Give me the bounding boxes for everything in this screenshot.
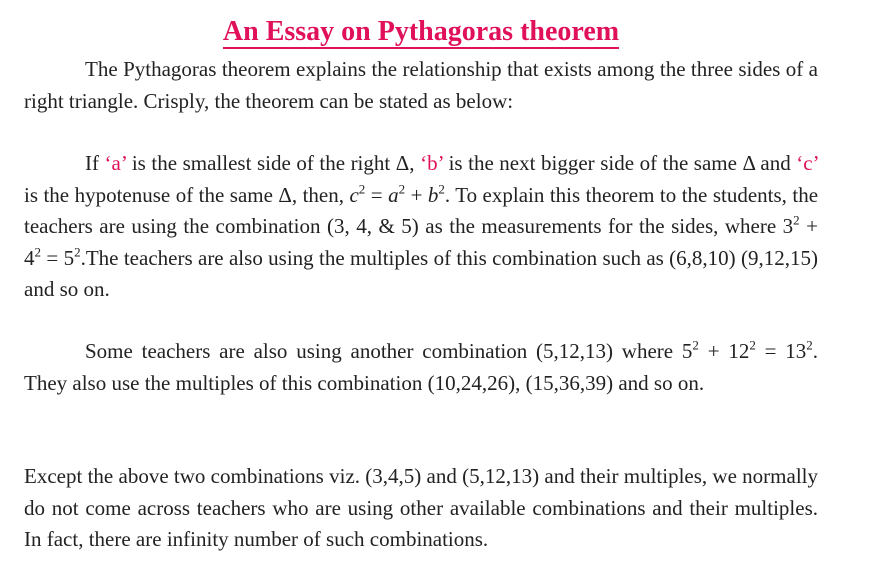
paragraph-intro: The Pythagoras theorem explains the relationship that exists among the three sides of a right triangle. Crisply, the theorem can be stated as below: [24,57,818,113]
text-t4: . To explain this theorem to the students, the teachers are using the combination (3, 4, & 5) as the measurements for the sides, where [24,182,819,238]
essay-title [24,14,818,50]
eq-5: 5 [681,339,693,363]
eq-b: b [427,182,439,207]
eq-plus: + [799,214,819,238]
equation-theorem [349,183,444,207]
eq-exp: 2 [34,244,42,260]
eq-3: 3 [782,214,794,238]
eq-exp: 2 [358,181,366,197]
equation-51213 [682,339,813,363]
label-b: ‘b’ [420,151,444,175]
paragraph-theorem [24,148,818,306]
eq-equals: = [365,182,389,207]
eq-5: 5 [63,245,75,270]
label-c: ‘c’ [796,151,819,175]
text-t1: is the smallest side of the right Δ, [131,151,415,175]
essay-title-text: An Essay on Pythagoras theorem [222,16,620,47]
text-t5: .The teachers are also using the multiples of this combination such as (6,8,10) (9,12,15) and so on. [24,245,818,301]
eq-exp: 2 [749,337,756,353]
eq-4: 4 [24,245,35,270]
eq-exp: 2 [398,181,406,197]
eq-a: a [388,182,399,207]
paragraph-another-combination [24,336,818,399]
eq-exp: 2 [74,244,81,260]
label-a: ‘a’ [104,151,127,175]
paragraph-conclusion: Except the above two combinations viz. (3,4,5) and (5,12,13) and their multiples, we normally do not come across teachers who are using other available combinations and their multiples. In fact, there are infinity number of such combinations. [24,464,818,551]
eq-plus: + [405,182,428,207]
eq-exp: 2 [438,181,445,197]
eq-13: 13 [785,339,807,363]
document-page [24,14,819,551]
text-if: If [85,151,99,175]
eq-plus: + [698,339,729,363]
eq-exp: 2 [806,337,813,353]
text-t2: . They also use the multiples of this combination (10,24,26), (15,36,39) and so on. [24,339,819,395]
eq-12: 12 [728,339,750,363]
text-t2: is the next bigger side of the same Δ and [448,151,791,175]
eq-exp: 2 [793,212,800,228]
text-t1: Some teachers are also using another combination (5,12,13) where [85,339,674,363]
eq-c: c [349,182,359,207]
text-t3: is the hypotenuse of the same Δ, then, [24,182,344,207]
eq-equals: = [755,339,786,363]
eq-exp: 2 [692,337,699,353]
eq-equals: = [41,245,64,270]
